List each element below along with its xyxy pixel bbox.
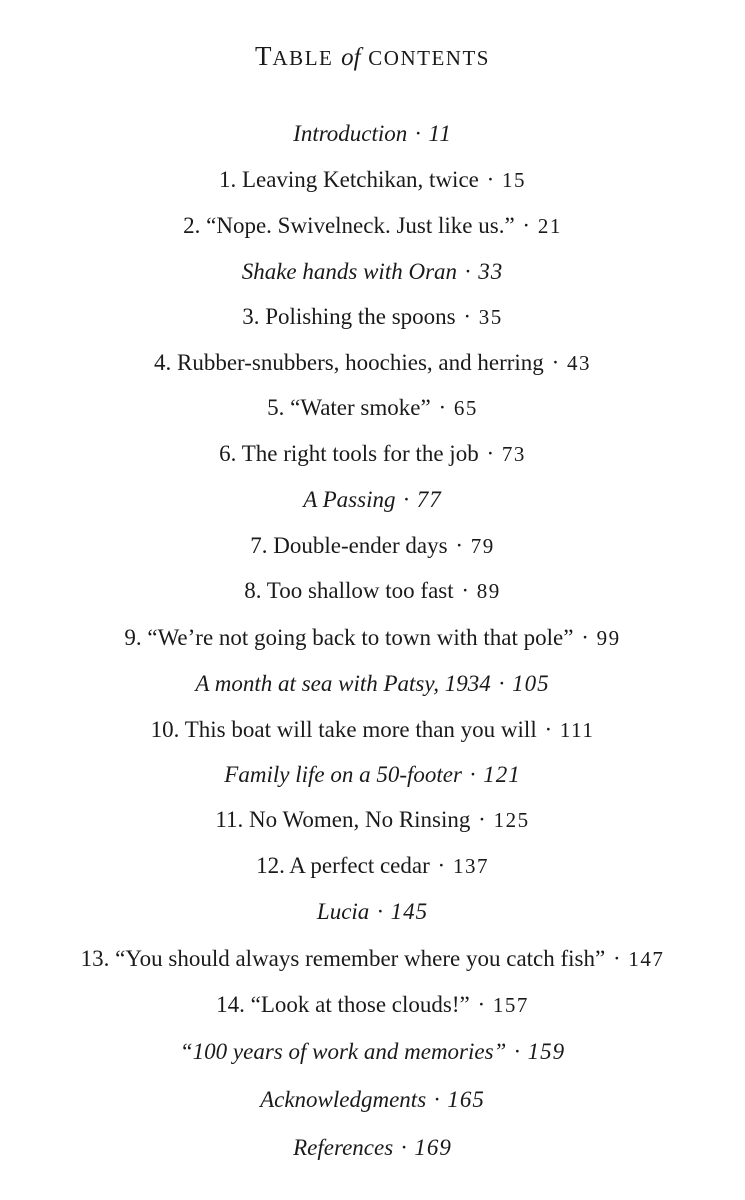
toc-entry	[0, 480, 745, 520]
toc-entry	[0, 297, 745, 337]
toc-entry-title: 12. A perfect cedar	[256, 853, 430, 878]
toc-entry-title: 10. This boat will take more than you will	[150, 717, 537, 742]
toc-entry-separator: ·	[455, 533, 464, 558]
toc-entry	[0, 664, 745, 704]
toc-entry-page-number: 33	[478, 259, 504, 284]
toc-entry-separator: ·	[486, 167, 495, 192]
toc-entry-page-number: 99	[596, 626, 621, 650]
toc-entry	[0, 388, 745, 428]
toc-entry	[0, 1032, 745, 1072]
toc-entry	[0, 1080, 745, 1120]
toc-entry	[0, 526, 745, 566]
toc-entry-page-number: 73	[501, 442, 526, 466]
toc-entry-separator: ·	[522, 213, 531, 238]
toc-entry-page-number: 105	[512, 671, 550, 696]
toc-entry-separator: ·	[400, 1135, 407, 1160]
toc-entry-separator: ·	[438, 395, 447, 420]
toc-entry-title: 11. No Women, No Rinsing	[215, 807, 477, 832]
toc-entry	[0, 710, 745, 750]
toc-entry-title: 6. The right tools for the job	[219, 441, 479, 466]
toc-entry	[0, 434, 745, 474]
toc-entry-page-number: 147	[628, 947, 665, 971]
toc-entry-title: 7. Double-ender days	[250, 533, 448, 558]
toc-entry	[0, 160, 745, 200]
toc-entry-page-number: 89	[476, 579, 501, 603]
toc-entry-separator: ·	[544, 717, 553, 742]
toc-entry-page-number: 15	[502, 168, 527, 192]
toc-entry-separator: ·	[612, 946, 621, 971]
toc-entry-page-number: 21	[537, 214, 562, 238]
toc-entry-separator: ·	[463, 304, 472, 329]
toc-entry-title: Family life on a 50-footer	[224, 762, 462, 787]
toc-entry-title: 13. “You should always remember where you catch fish”	[80, 946, 606, 971]
toc-entry-page-number: 157	[492, 993, 529, 1017]
toc-entry	[0, 1128, 745, 1168]
toc-entry-title: Introduction	[293, 121, 408, 146]
page-title	[0, 36, 745, 78]
toc-entry-page-number: 125	[493, 808, 530, 832]
toc-entry-separator: ·	[498, 671, 505, 696]
toc-entry	[0, 618, 745, 658]
toc-entry	[0, 939, 745, 979]
toc-entry-separator: ·	[486, 441, 495, 466]
toc-entry	[0, 206, 745, 246]
toc-entry-page-number: 11	[428, 121, 452, 146]
toc-entry	[0, 846, 745, 886]
toc-entry-page-number: 77	[416, 487, 442, 512]
toc-entry	[0, 343, 745, 383]
toc-entry-page-number: 121	[483, 762, 521, 787]
toc-entry-title: “100 years of work and memories”	[179, 1039, 507, 1064]
toc-entry-title: References	[293, 1135, 394, 1160]
toc-entry-separator: ·	[464, 259, 471, 284]
toc-entry	[0, 800, 745, 840]
toc-entry-page-number: 35	[478, 305, 503, 329]
toc-entry-separator: ·	[469, 762, 476, 787]
title-first-rest: ABLE	[272, 46, 334, 70]
toc-entry-separator: ·	[433, 1087, 440, 1112]
toc-entry-title: Acknowledgments	[260, 1087, 427, 1112]
toc-entry-title: 1. Leaving Ketchikan, twice	[218, 167, 479, 192]
toc-entry-separator: ·	[551, 350, 560, 375]
toc-entry-page-number: 111	[559, 718, 595, 742]
toc-entry-page-number: 159	[527, 1039, 566, 1064]
toc-entry-title: Lucia	[316, 899, 370, 924]
toc-entry-separator: ·	[461, 578, 470, 603]
toc-entry-page-number: 165	[447, 1087, 485, 1112]
title-second-word: CONTENTS	[368, 46, 490, 70]
toc-entry-separator: ·	[437, 853, 446, 878]
toc-entry	[0, 114, 745, 154]
toc-entry-page-number: 169	[414, 1135, 452, 1160]
toc-entry-title: 3. Polishing the spoons	[242, 304, 456, 329]
toc-entry-title: 8. Too shallow too fast	[244, 578, 454, 603]
toc-entry-separator: ·	[581, 625, 589, 650]
toc-entry-title: 4. Rubber-snubbers, hoochies, and herring	[154, 350, 544, 375]
toc-entry-page-number: 137	[452, 854, 489, 878]
toc-entry-title: A Passing	[303, 487, 396, 512]
toc-entry-separator: ·	[477, 992, 486, 1017]
toc-entry-page-number: 145	[390, 899, 429, 924]
toc-entry-page-number: 43	[566, 351, 591, 375]
toc-entry-separator: ·	[415, 121, 421, 146]
title-of: of	[341, 44, 361, 71]
toc-entry	[0, 892, 745, 932]
toc-entry-title: 2. “Nope. Swivelneck. Just like us.”	[183, 213, 515, 238]
toc-entry-title: 5. “Water smoke”	[267, 395, 431, 420]
toc-entry-title: 9. “We’re not going back to town with that pole”	[124, 625, 574, 650]
toc-entry-separator: ·	[377, 899, 383, 924]
toc-entry-title: Shake hands with Oran	[241, 259, 458, 284]
toc-entry	[0, 985, 745, 1025]
toc-entry	[0, 755, 745, 795]
toc-entry-title: A month at sea with Patsy, 1934	[195, 671, 491, 696]
toc-entry-separator: ·	[514, 1039, 520, 1064]
toc-entry-title: 14. “Look at those clouds!”	[216, 992, 470, 1017]
toc-entry	[0, 252, 745, 292]
toc-entry-separator: ·	[478, 807, 486, 832]
toc-entry	[0, 571, 745, 611]
title-first-capital: T	[255, 41, 273, 71]
toc-entry-page-number: 79	[470, 534, 495, 558]
toc-entry-separator: ·	[403, 487, 409, 512]
toc-entry-page-number: 65	[453, 396, 478, 420]
